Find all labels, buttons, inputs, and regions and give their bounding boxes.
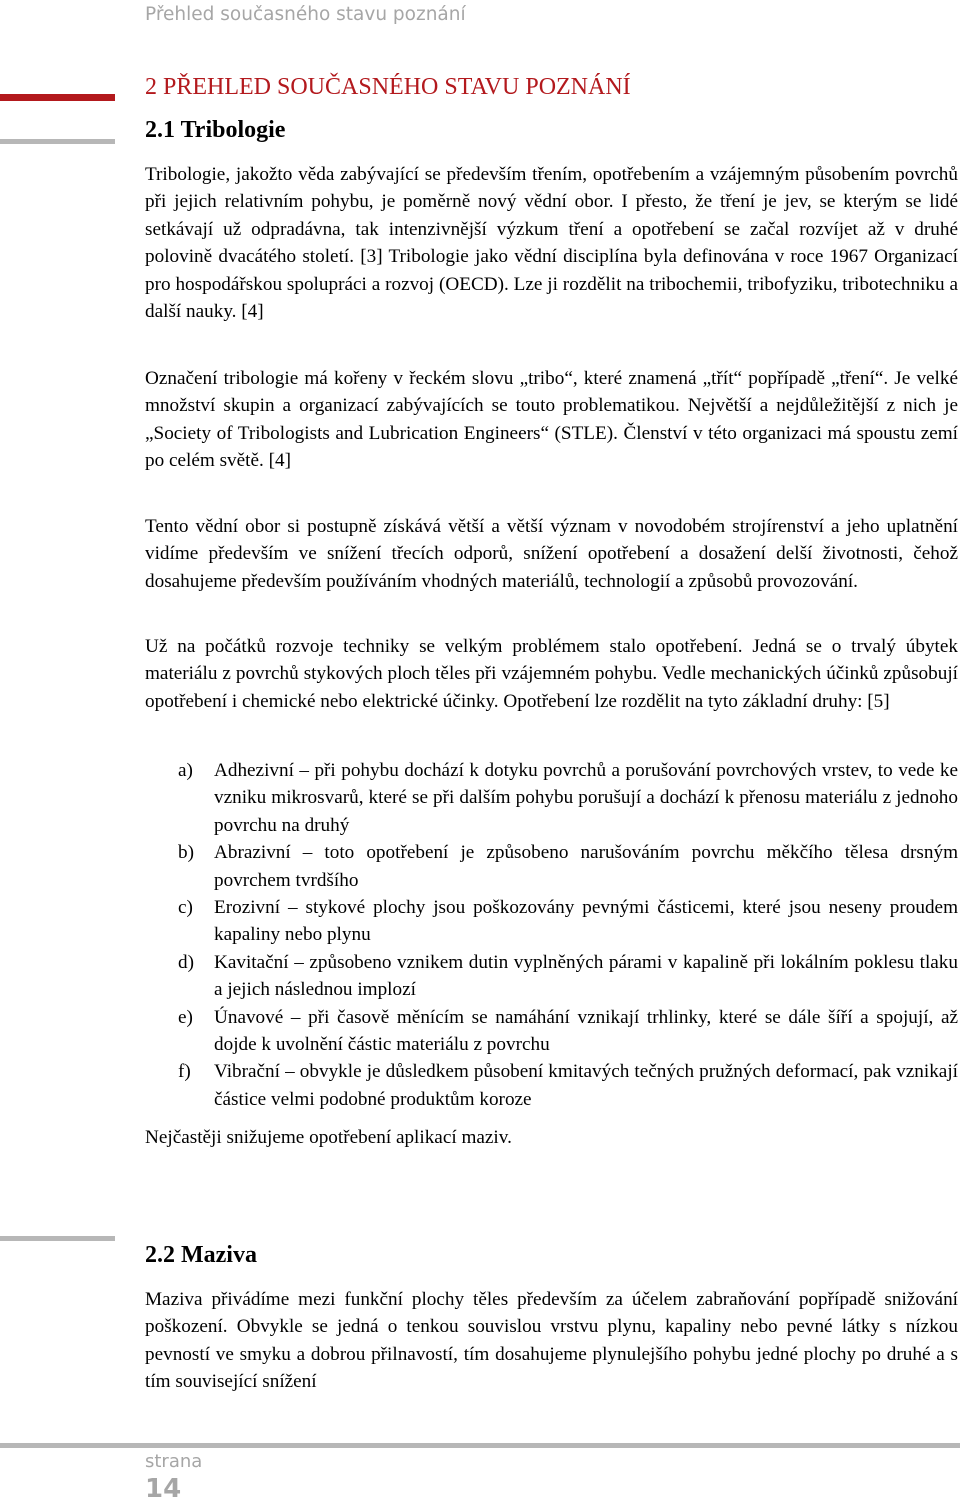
paragraph-text: Nejčastěji snižujeme opotřebení aplikací maziv. bbox=[145, 1127, 512, 1148]
list-marker: f) bbox=[178, 1061, 191, 1083]
list-marker: c) bbox=[178, 897, 193, 919]
paragraph bbox=[145, 1124, 958, 1151]
section-title-tribologie: 2.1 Tribologie bbox=[145, 117, 286, 143]
paragraph bbox=[145, 1286, 958, 1396]
paragraph-text: Už na počátků rozvoje techniky se velkým problémem stalo opotřebení. Jedná se o trvalý úbytek materiálu z povrchů stykových ploch těles při vzájemném pohybu. Vedle mechanických účinků způsobují opotřebení i chemické nebo elektrické účinky. Opotřebení lze rozdělit na tyto základní druhy: [5] bbox=[145, 636, 958, 712]
list-item-text: Adhezivní – při pohybu dochází k dotyku povrchů a porušování povrchových vrstev, to vede ke vzniku mikrosvarů, které se při dalším pohybu porušují a dochází k přenosu materiálu z jednoho povrchu na druhý bbox=[214, 760, 958, 836]
list-marker: d) bbox=[178, 951, 194, 973]
list-marker: e) bbox=[178, 1006, 193, 1028]
section-divider-bar bbox=[0, 1236, 115, 1241]
list-item-text: Abrazivní – toto opotřebení je způsobeno narušováním povrchu měkčího tělesa drsným povrchem tvrdšího bbox=[214, 842, 958, 891]
paragraph bbox=[145, 633, 958, 715]
list-item-text: Kavitační – způsobeno vznikem dutin vyplněných párami v kapalině při lokálním poklesu tlaku a jejich následnou implozí bbox=[214, 951, 958, 1001]
list-item-text: Erozivní – stykové plochy jsou poškozovány pevnými částicemi, které jsou neseny proudem kapaliny nebo plynu bbox=[214, 897, 958, 946]
list-marker: a) bbox=[178, 760, 193, 781]
list-item bbox=[178, 894, 958, 949]
footer-page-label: strana bbox=[145, 1451, 203, 1472]
list-item-text: Vibrační – obvykle je důsledkem působení kmitavých tečných pružných deformací, pak vznikají částice velmi podobné produktům koroze bbox=[214, 1061, 958, 1110]
list-marker: b) bbox=[178, 842, 194, 864]
list-item bbox=[178, 1004, 958, 1059]
footer-rule bbox=[0, 1443, 960, 1448]
list-item bbox=[178, 839, 958, 894]
footer-page-number: 14 bbox=[145, 1474, 182, 1504]
list-item bbox=[178, 1058, 958, 1113]
paragraph-text: Maziva přivádíme mezi funkční plochy těles především za účelem zabraňování popřípadě snižování poškození. Obvykle se jedná o tenkou souvislou vrstvu plynu, kapaliny nebo pevné látky s nízkou pevností ve smyku a dobrou přilnavostí, tím dosahujeme plynulejšího pohybu jedné plochy po druhé a s tím související snížení bbox=[145, 1289, 958, 1393]
paragraph bbox=[145, 513, 958, 595]
paragraph-text: Tento vědní obor si postupně získává větší a větší význam v novodobém strojírenství a jeho uplatnění vidíme především ve snížení třecích odporů, snížení opotřebení a dosažení delší životnosti, čehož dosahujeme především používáním vhodných materiálů, technologií a způsobů provozování. bbox=[145, 516, 958, 592]
paragraph bbox=[145, 161, 958, 325]
chapter-accent-bar bbox=[0, 94, 115, 101]
paragraph bbox=[145, 365, 958, 475]
list-item bbox=[178, 757, 958, 839]
running-header: Přehled současného stavu poznání bbox=[145, 4, 466, 25]
paragraph-text: Tribologie, jakožto věda zabývající se především třením, opotřebením a vzájemným působením povrchů při jejich relativním pohybu, je poměrně nový vědní obor. I přesto, že tření je jev, se kterým se lidé setkávají už odpradávna, tak intenzivnější výzkum tření a opotřebení se začal rozvíjet až v druhé polovině dvacátého století. [3] Tribologie jako vědní disciplína byla definována v roce 1967 Organizací pro hospodářskou spolupráci a rozvoj (OECD). Lze ji rozdělit na tribochemii, tribofyziku, tribotechniku a další nauky. [4] bbox=[145, 164, 958, 323]
section-divider-bar bbox=[0, 139, 115, 144]
chapter-title: 2 PŘEHLED SOUČASNÉHO STAVU POZNÁNÍ bbox=[145, 74, 631, 100]
list-item-text: Únavové – při časově měnícím se namáhání vznikají trhlinky, které se dále šíří a spojují, až dojde k uvolnění částic materiálu z povrchu bbox=[214, 1006, 958, 1056]
list-item bbox=[178, 949, 958, 1004]
paragraph-text: Označení tribologie má kořeny v řeckém slovu „tribo“, které znamená „třít“ popřípadě „tření“. Je velké množství skupin a organizací zabývajících se touto problematikou. Největší a nejdůležitější z nich je „Society of Tribologists and Lubrication Engineers“ (STLE). Členství v této organizaci má spoustu zemí po celém světě. [4] bbox=[145, 368, 958, 472]
wear-types-list bbox=[178, 757, 958, 1113]
section-title-maziva: 2.2 Maziva bbox=[145, 1242, 257, 1268]
